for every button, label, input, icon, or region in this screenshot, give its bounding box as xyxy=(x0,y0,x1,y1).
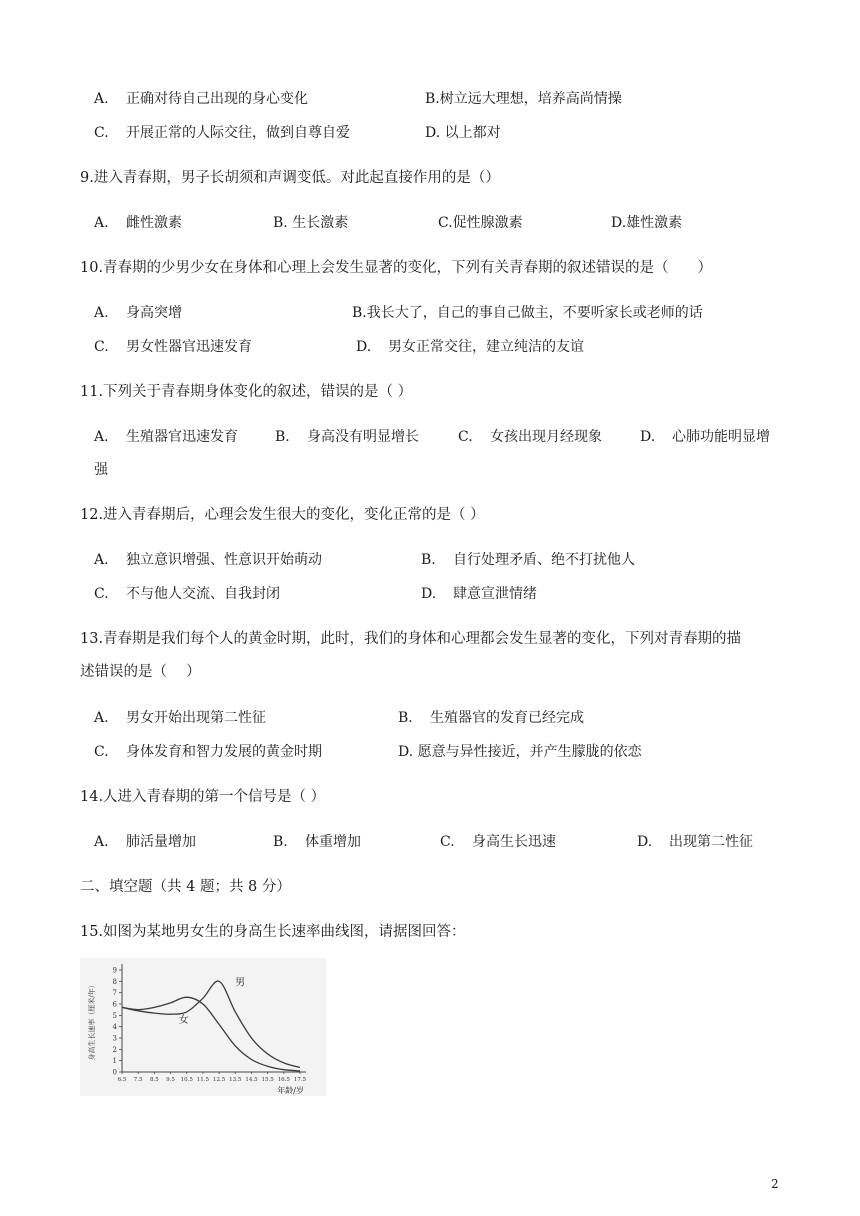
option-letter: B. xyxy=(421,552,436,568)
q12-option-d xyxy=(421,584,537,604)
option-letter: C. xyxy=(440,834,455,850)
option-letter: D. xyxy=(640,429,656,445)
q15-stem: 15.如图为某地男女生的身高生长速率曲线图，请据图回答： xyxy=(80,924,466,940)
q11-option-a xyxy=(94,427,238,447)
option-letter: A. xyxy=(94,552,109,568)
q13-option-b xyxy=(398,708,584,728)
y-tick-label: 0 xyxy=(112,1068,117,1077)
option-letter: C. xyxy=(458,429,473,445)
option-letter: A. xyxy=(94,710,109,726)
option-text: 女孩出现月经现象 xyxy=(490,429,602,445)
q13-stem-line2: 述错误的是（ ） xyxy=(80,664,201,680)
q9-option-d: D.雄性激素 xyxy=(611,215,683,231)
y-tick-label: 4 xyxy=(112,1023,117,1032)
x-tick-label: 11.5 xyxy=(196,1077,210,1083)
page-number: 2 xyxy=(771,1177,779,1191)
q11-option-d xyxy=(640,427,770,447)
y-tick-label: 5 xyxy=(112,1011,117,1020)
q8-option-b: B.树立远大理想，培养高尚情操 xyxy=(425,91,622,107)
option-text: 身高突增 xyxy=(126,305,182,321)
x-tick-label: 9.5 xyxy=(166,1077,175,1083)
option-text: 生殖器官的发育已经完成 xyxy=(430,710,584,726)
q11-stem: 11.下列关于青春期身体变化的叙述，错误的是（ ） xyxy=(80,384,413,400)
growth-rate-chart-svg xyxy=(80,958,326,1096)
q8-option-d: D. 以上都对 xyxy=(425,125,501,141)
option-letter: C. xyxy=(94,125,109,141)
q9-option-a xyxy=(94,213,182,233)
q12-option-c xyxy=(94,584,280,604)
y-tick-label: 3 xyxy=(112,1034,117,1043)
option-text: 生殖器官迅速发育 xyxy=(126,429,238,445)
option-text: 男女开始出现第二性征 xyxy=(126,710,266,726)
q10-stem: 10.青春期的少男少女在身体和心理上会发生显著的变化，下列有关青春期的叙述错误的是（ ） xyxy=(80,260,713,276)
q13-option-c xyxy=(94,742,322,762)
option-text: 雌性激素 xyxy=(126,215,182,231)
q14-stem: 14.人进入青春期的第一个信号是（ ） xyxy=(80,789,326,805)
option-text: 身体发育和智力发展的黄金时期 xyxy=(126,744,322,760)
x-tick-label: 10.5 xyxy=(180,1077,193,1083)
option-letter: D. xyxy=(637,834,653,850)
option-text: 身高没有明显增长 xyxy=(307,429,419,445)
q8-option-c xyxy=(94,123,350,143)
growth-rate-chart xyxy=(80,958,326,1096)
x-tick-label: 16.5 xyxy=(277,1077,290,1083)
q11-option-d-wrap: 强 xyxy=(94,462,108,478)
option-letter: D. xyxy=(421,586,437,602)
x-tick-label: 6.5 xyxy=(117,1077,127,1083)
option-text: 独立意识增强、性意识开始萌动 xyxy=(126,552,322,568)
y-tick-label: 7 xyxy=(112,989,117,998)
x-tick-label: 7.5 xyxy=(133,1077,143,1083)
option-text: 不与他人交流、自我封闭 xyxy=(126,586,280,602)
option-text: 自行处理矛盾、绝不打扰他人 xyxy=(453,552,635,568)
q10-option-c xyxy=(94,337,252,357)
y-axis-label: 身高生长速率（厘米/年） xyxy=(88,981,96,1061)
q12-option-b xyxy=(421,550,635,570)
x-tick-label: 12.5 xyxy=(212,1077,226,1083)
q14-option-a xyxy=(94,832,196,852)
option-text: 男女正常交往，建立纯洁的友谊 xyxy=(388,339,584,355)
q10-option-a xyxy=(94,303,182,323)
q8-option-a xyxy=(94,89,308,109)
x-tick-label: 8.5 xyxy=(149,1077,159,1083)
option-letter: B. xyxy=(275,429,290,445)
x-tick-label: 14.5 xyxy=(245,1077,258,1083)
option-letter: D. xyxy=(356,339,372,355)
option-letter: C. xyxy=(94,339,109,355)
option-letter: C. xyxy=(94,586,109,602)
q9-option-b: B. 生长激素 xyxy=(273,215,349,231)
y-tick-label: 1 xyxy=(112,1057,117,1066)
q12-option-a xyxy=(94,550,322,570)
y-tick-label: 6 xyxy=(112,1000,117,1009)
option-text: 体重增加 xyxy=(305,834,361,850)
option-text: 开展正常的人际交往，做到自尊自爱 xyxy=(126,125,350,141)
option-letter: B. xyxy=(273,834,288,850)
x-tick-label: 17.5 xyxy=(293,1077,307,1083)
q10-option-d xyxy=(356,337,584,357)
option-text: 正确对待自己出现的身心变化 xyxy=(126,91,308,107)
q12-stem: 12.进入青春期后，心理会发生很大的变化，变化正常的是（ ） xyxy=(80,507,485,523)
section-heading: 二、填空题（共 4 题；共 8 分） xyxy=(80,879,291,895)
q9-stem: 9.进入青春期，男子长胡须和声调变低。对此起直接作用的是（） xyxy=(80,170,500,186)
series-line-male xyxy=(122,981,300,1067)
option-text: 心肺功能明显增 xyxy=(672,429,770,445)
q13-stem-line1: 13.青春期是我们每个人的黄金时期，此时，我们的身体和心理都会发生显著的变化，下列对青春期的描 xyxy=(80,631,742,647)
option-text: 出现第二性征 xyxy=(669,834,753,850)
option-letter: C. xyxy=(94,744,109,760)
y-tick-label: 9 xyxy=(112,966,117,975)
q9-option-c: C.促性腺激素 xyxy=(438,215,523,231)
y-tick-label: 8 xyxy=(112,977,117,986)
option-letter: A. xyxy=(94,305,109,321)
option-text: 男女性器官迅速发育 xyxy=(126,339,252,355)
q10-option-b: B.我长大了，自己的事自己做主，不要听家长或老师的话 xyxy=(352,305,703,321)
option-letter: A. xyxy=(94,91,109,107)
option-letter: A. xyxy=(94,834,109,850)
series-label-male: 男 xyxy=(235,977,246,989)
series-label-female: 女 xyxy=(178,1015,189,1027)
option-text: 肆意宣泄情绪 xyxy=(453,586,537,602)
q11-option-b xyxy=(275,427,419,447)
q14-option-c xyxy=(440,832,556,852)
q11-option-c xyxy=(458,427,602,447)
option-letter: B. xyxy=(398,710,413,726)
x-tick-label: 13.5 xyxy=(229,1077,242,1083)
q13-option-d: D. 愿意与异性接近，并产生朦胧的依恋 xyxy=(398,744,642,760)
x-tick-label: 15.5 xyxy=(261,1077,274,1083)
q13-option-a xyxy=(94,708,266,728)
x-axis-label: 年龄/岁 xyxy=(277,1086,304,1095)
q14-option-b xyxy=(273,832,361,852)
q14-option-d xyxy=(637,832,753,852)
option-text: 肺活量增加 xyxy=(126,834,196,850)
y-tick-label: 2 xyxy=(112,1045,117,1054)
option-letter: A. xyxy=(94,215,109,231)
series-line-female xyxy=(122,997,300,1071)
option-text: 身高生长迅速 xyxy=(472,834,556,850)
option-letter: A. xyxy=(94,429,109,445)
